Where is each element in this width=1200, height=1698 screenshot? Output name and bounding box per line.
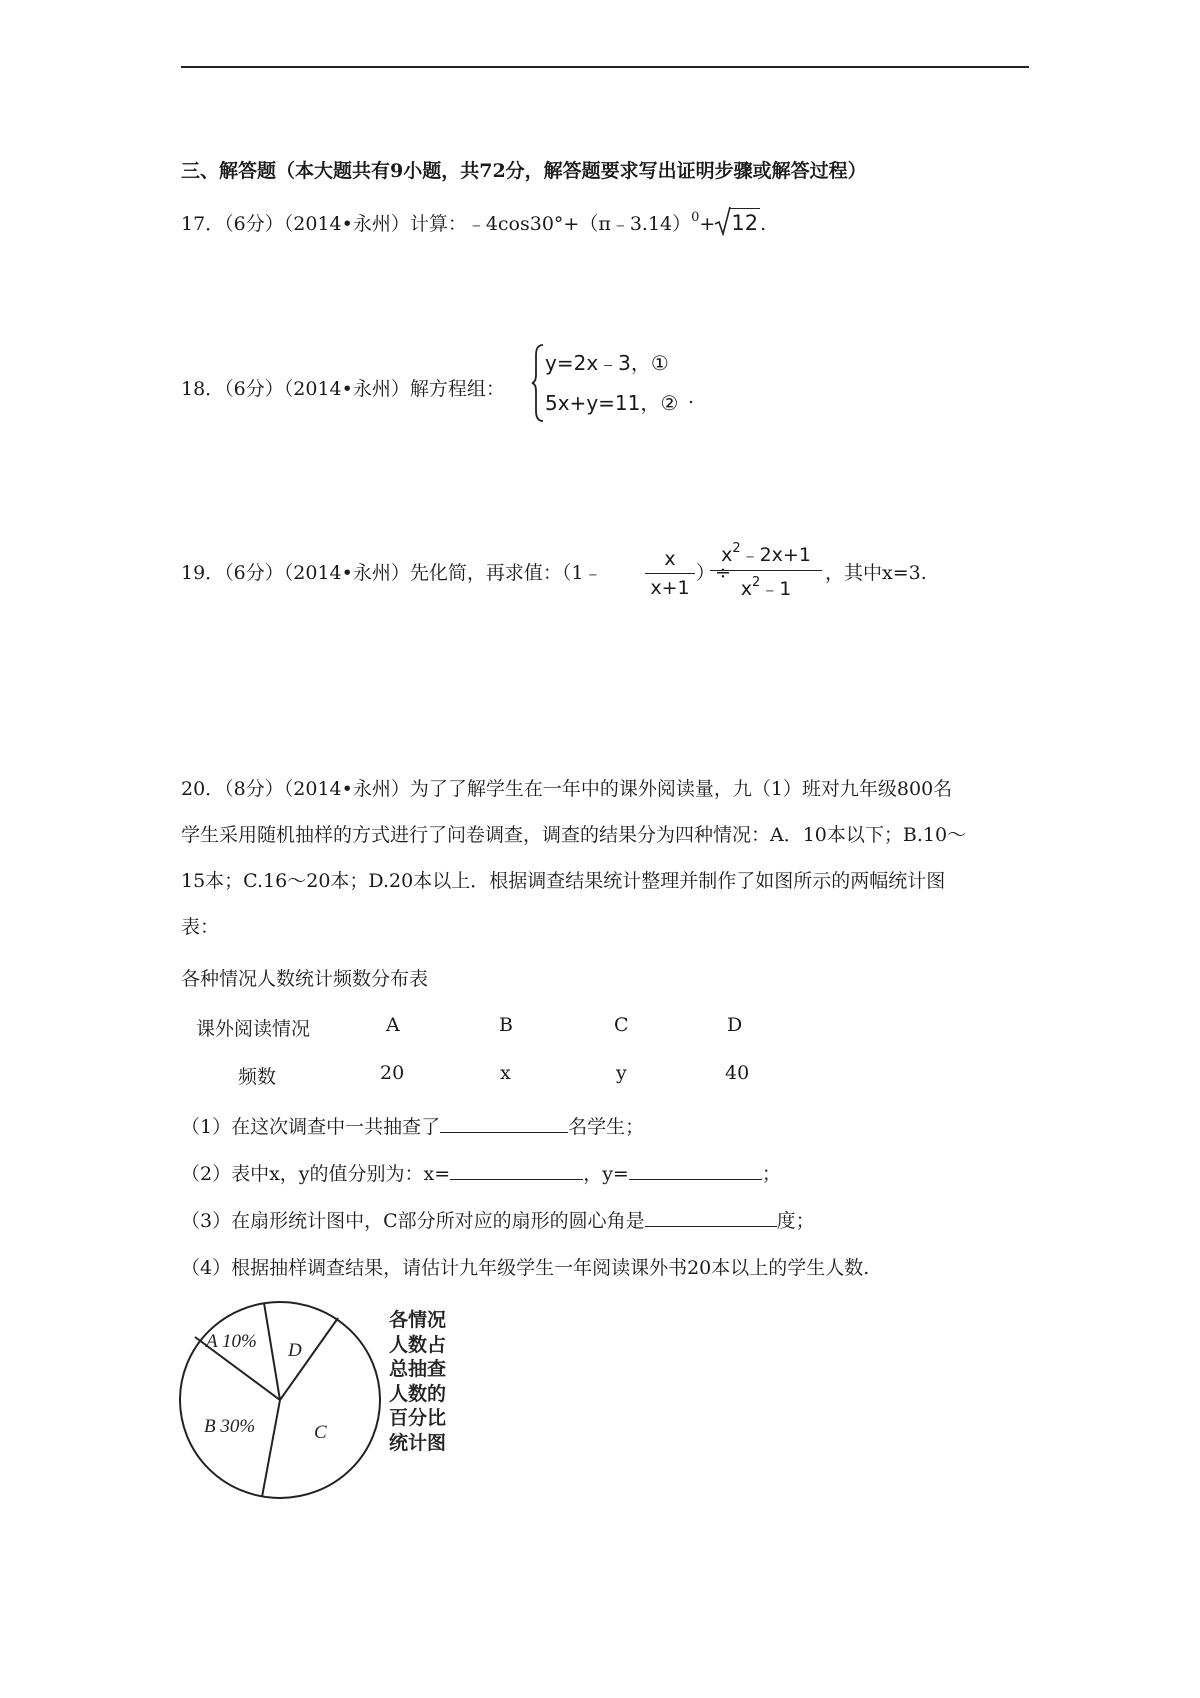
q19-close-divide: ）÷ bbox=[696, 562, 731, 584]
slice-label-c: C bbox=[314, 1422, 327, 1443]
table-header-cell: B bbox=[499, 1014, 513, 1036]
q19-prefix: 19．（6分）（2014•永州）先化简，再求值：（1﹣ bbox=[181, 562, 603, 584]
table-title: 各种情况人数统计频数分布表 bbox=[181, 968, 429, 990]
table-row-cell: y bbox=[616, 1062, 627, 1084]
slice-label-d: D bbox=[288, 1340, 302, 1361]
q17-end: . bbox=[760, 213, 767, 235]
fraction-2-denominator: $x^2﹣1$ bbox=[740, 575, 792, 600]
table-row-cell: 40 bbox=[725, 1062, 750, 1084]
q18-end: . bbox=[688, 386, 695, 408]
q17-sqrt bbox=[715, 208, 760, 237]
equation-system bbox=[531, 343, 701, 423]
sub-question-4: （4）根据抽样调查结果，请估计九年级学生一年阅读课外书20本以上的学生人数. bbox=[181, 1257, 870, 1279]
table-header-cell: A bbox=[386, 1014, 400, 1036]
sub-question-2: （2）表中x，y的值分别为：x= ，y= ； bbox=[181, 1163, 781, 1185]
q17-exponent: 0 bbox=[691, 210, 700, 225]
sub-question-3: （3）在扇形统计图中，C部分所对应的扇形的圆心角是 度； bbox=[181, 1210, 815, 1232]
equation-2: 5x+y=11，② bbox=[545, 391, 679, 415]
equation-1: y=2x﹣3，① bbox=[545, 351, 669, 375]
q17-sqrt-arg: 12 bbox=[729, 208, 760, 236]
fraction-2-numerator: $x^2﹣2x+1$ bbox=[721, 541, 811, 566]
q19-suffix: ，其中x=3. bbox=[825, 562, 927, 584]
q17-prefix: 17．（6分）（2014•永州）计算：﹣4cos30°+（π﹣3.14） bbox=[181, 213, 692, 235]
table-row-cell: x bbox=[500, 1062, 511, 1084]
section-title: 三、解答题（本大题共有9小题，共72分，解答题要求写出证明步骤或解答过程） bbox=[181, 160, 867, 182]
fraction-1-numerator: x bbox=[664, 548, 676, 570]
answer-blank bbox=[450, 1161, 583, 1180]
pie-divider bbox=[262, 1400, 280, 1497]
slice-label-a: A 10% bbox=[206, 1331, 257, 1352]
q20-line-1: 20．（8分）（2014•永州）为了了解学生在一年中的课外阅读量，九（1）班对九年级800名 bbox=[181, 778, 953, 800]
q20-line-4: 表： bbox=[181, 916, 220, 938]
question-18 bbox=[181, 376, 505, 402]
brace-icon bbox=[531, 343, 545, 423]
pie-divider bbox=[264, 1303, 280, 1400]
fraction-1-denominator: x+1 bbox=[650, 577, 690, 599]
fraction-2 bbox=[710, 540, 822, 601]
q20-line-3: 15本；C.16～20本；D.20本以上．根据调查结果统计整理并制作了如图所示的两幅统计图 bbox=[181, 870, 946, 892]
answer-blank bbox=[645, 1208, 777, 1227]
question-19 bbox=[181, 560, 602, 586]
slice-label-b: B 30% bbox=[204, 1416, 256, 1437]
pie-chart-title: 各情况 人数占 总抽查 人数的 百分比 统计图 bbox=[389, 1309, 447, 1454]
header-rule bbox=[181, 66, 1029, 68]
sub-question-1: （1）在这次调查中一共抽查了 名学生； bbox=[181, 1116, 645, 1138]
answer-blank bbox=[629, 1161, 762, 1180]
fraction-1 bbox=[645, 548, 695, 599]
q18-prefix: 18．（6分）（2014•永州）解方程组： bbox=[181, 378, 505, 400]
q20-line-2: 学生采用随机抽样的方式进行了问卷调查，调查的结果分为四种情况：A．10本以下；B.10～ bbox=[181, 824, 967, 846]
question-17 bbox=[181, 208, 766, 240]
q17-plus: + bbox=[699, 213, 716, 235]
table-row-cell: 20 bbox=[380, 1062, 405, 1084]
pie-chart bbox=[176, 1300, 536, 1500]
table-header-cell: C bbox=[614, 1014, 629, 1036]
table-row-cell: 频数 bbox=[238, 1066, 277, 1088]
table-header-cell: 课外阅读情况 bbox=[196, 1018, 311, 1040]
answer-blank bbox=[440, 1114, 568, 1133]
table-header-cell: D bbox=[727, 1014, 743, 1036]
